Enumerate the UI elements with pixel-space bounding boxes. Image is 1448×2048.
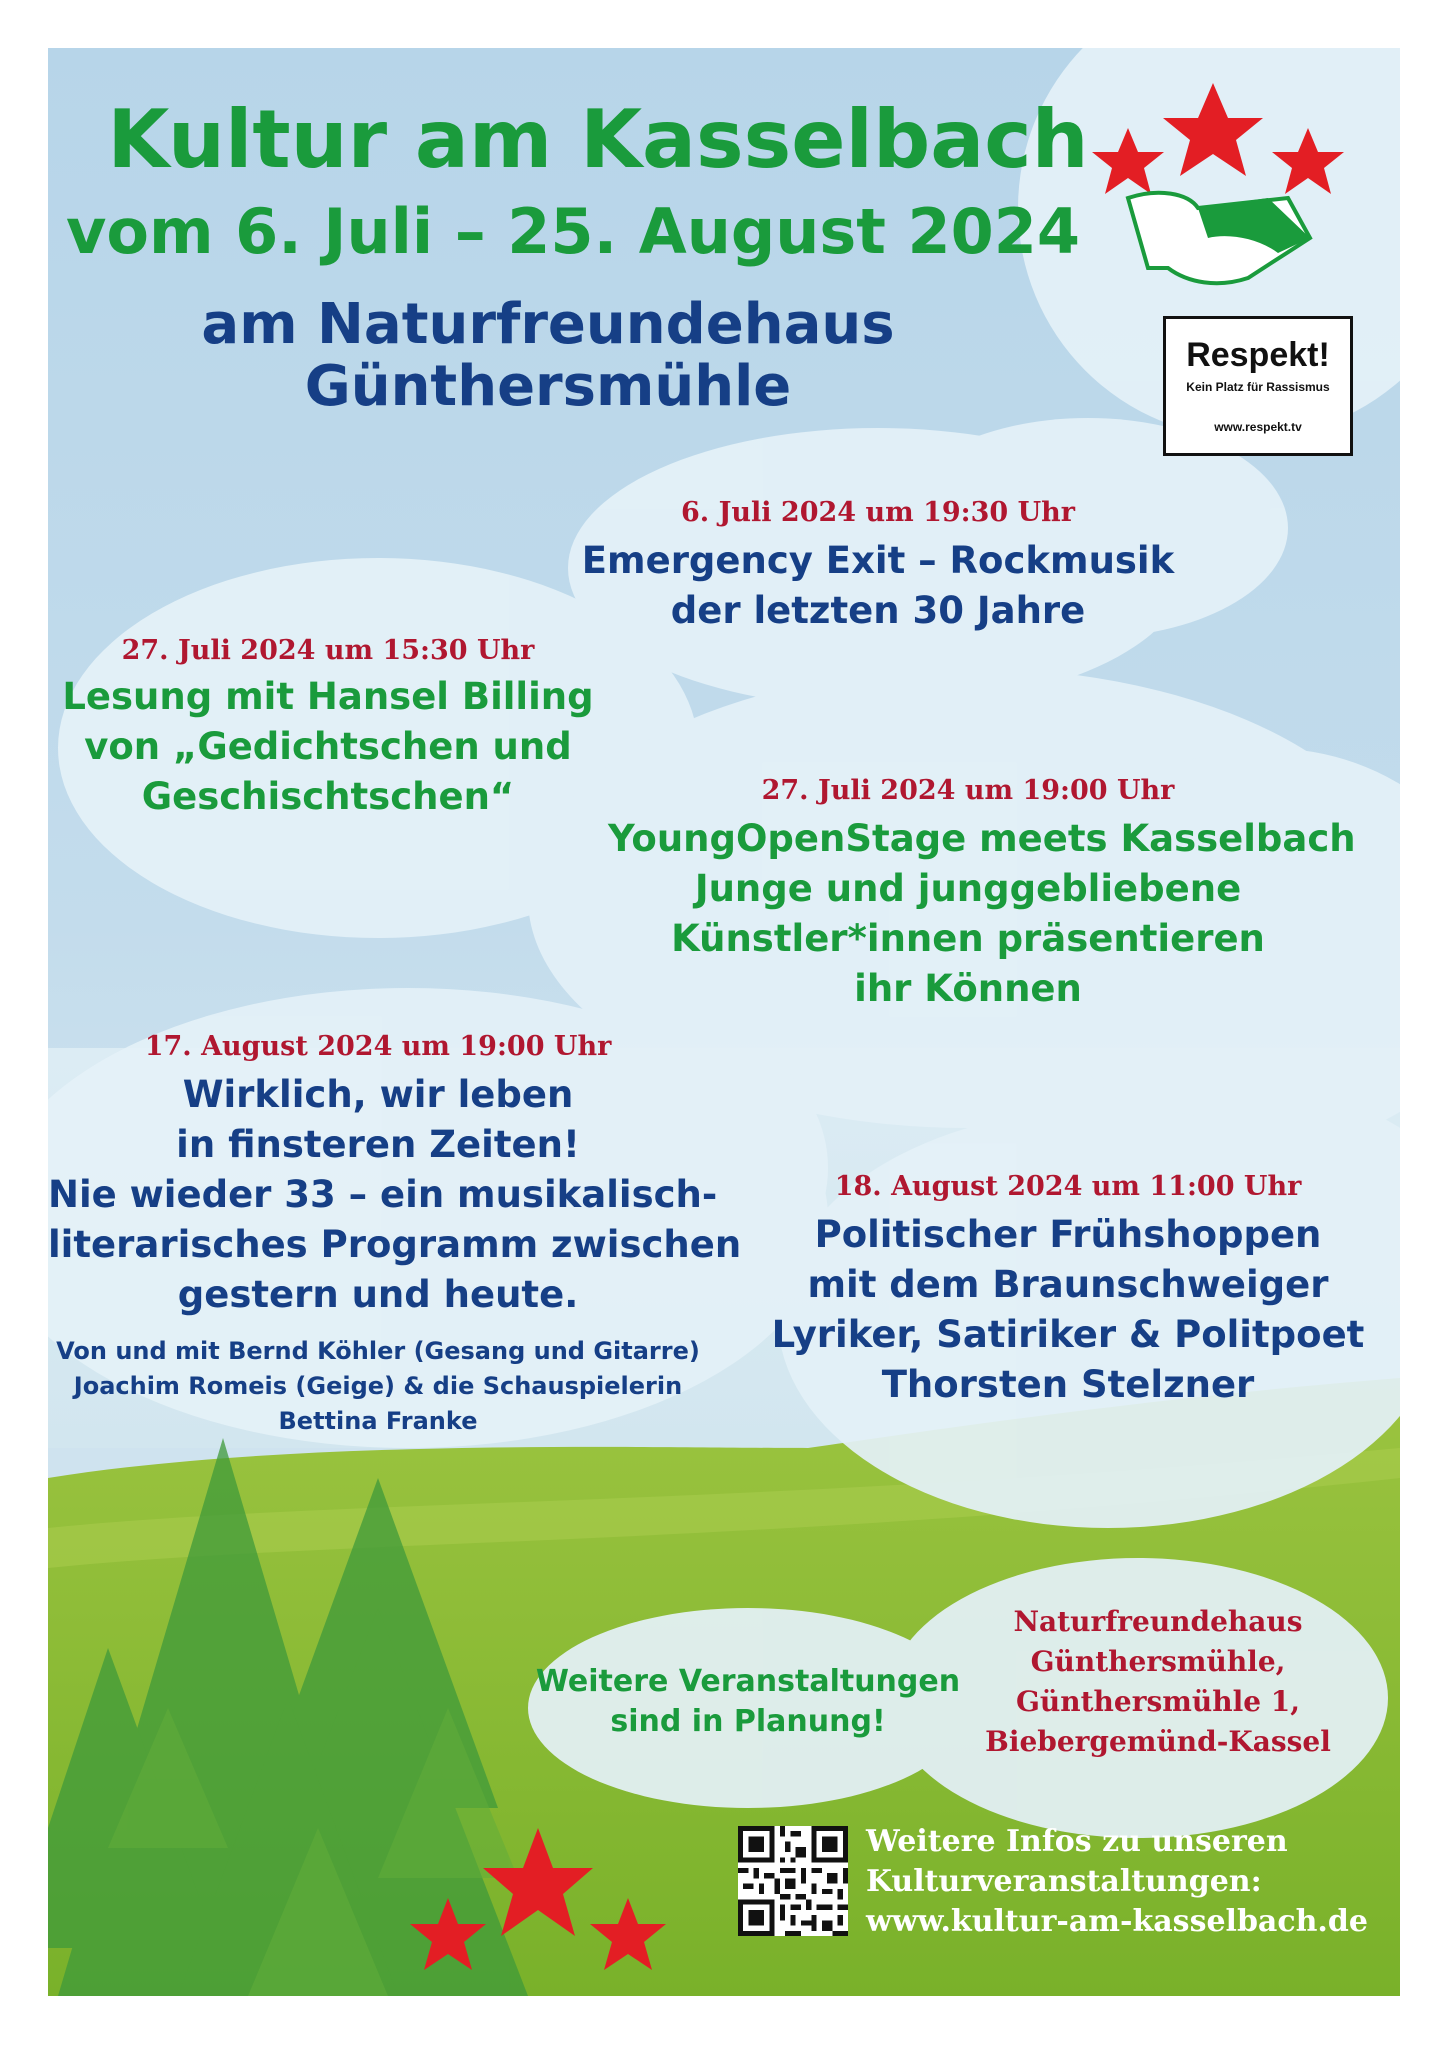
event-date: 27. Juli 2024 um 19:00 Uhr: [761, 775, 1175, 806]
event-line: YoungOpenStage meets Kasselbach: [608, 817, 1356, 860]
event-line: der letzten 30 Jahre: [670, 589, 1086, 632]
date-range: vom 6. Juli – 25. August 2024: [65, 195, 1081, 268]
address-line: Günthersmühle 1,: [1015, 1685, 1301, 1718]
event-credits: Joachim Romeis (Geige) & die Schauspielerin: [73, 1372, 683, 1400]
website-link[interactable]: www.kultur-am-kasselbach.de: [866, 1904, 1368, 1939]
event-date: 18. August 2024 um 11:00 Uhr: [834, 1171, 1302, 1202]
event-line: in finsteren Zeiten!: [176, 1123, 580, 1166]
venue-line-2: Günthersmühle: [304, 354, 792, 419]
address-line: Günthersmühle,: [1030, 1645, 1286, 1678]
respekt-url: www.respekt.tv: [1214, 420, 1302, 434]
venue-line-1: am Naturfreundehaus: [201, 292, 895, 357]
event-date: 17. August 2024 um 19:00 Uhr: [144, 1031, 612, 1062]
event-line: mit dem Braunschweiger: [807, 1263, 1329, 1306]
event-line: Politischer Frühshoppen: [814, 1213, 1322, 1256]
event-line: literarisches Programm zwischen: [48, 1223, 742, 1266]
event-line: gestern und heute.: [177, 1273, 579, 1316]
info-line: Kulturveranstaltungen:: [866, 1864, 1262, 1899]
planning-line: sind in Planung!: [610, 1704, 886, 1739]
event-line: Emergency Exit – Rockmusik: [581, 539, 1175, 582]
info-block: [866, 1822, 1368, 1942]
respekt-tagline: Kein Platz für Rassismus: [1186, 380, 1330, 394]
event-line: Junge und junggebliebene: [694, 867, 1242, 910]
respekt-title: Respekt!: [1186, 336, 1330, 374]
event-date: 6. Juli 2024 um 19:30 Uhr: [681, 497, 1075, 528]
event-line: Geschischtschen“: [141, 775, 515, 818]
event-credits: Bettina Franke: [278, 1407, 478, 1435]
event-date: 27. Juli 2024 um 15:30 Uhr: [121, 635, 535, 666]
event-line: Nie wieder 33 – ein musikalisch-: [48, 1173, 718, 1216]
event-line: Thorsten Stelzner: [881, 1363, 1255, 1406]
planning-line: Weitere Veranstaltungen: [535, 1664, 961, 1699]
event-credits: Von und mit Bernd Köhler (Gesang und Gitarre): [56, 1337, 700, 1365]
address-line: Biebergemünd-Kassel: [985, 1725, 1331, 1758]
event-line: Lesung mit Hansel Billing: [62, 675, 594, 718]
page-title: Kultur am Kasselbach: [107, 93, 1089, 186]
event-line: von „Gedichtschen und: [84, 725, 572, 768]
qr-code-icon[interactable]: [738, 1826, 848, 1936]
event-line: Künstler*innen präsentieren: [671, 917, 1265, 960]
respekt-badge: [1163, 316, 1353, 456]
info-line: Weitere Infos zu unseren: [866, 1824, 1288, 1859]
event-line: Lyriker, Satiriker & Politpoet: [771, 1313, 1365, 1356]
event-line: Wirklich, wir leben: [182, 1073, 574, 1116]
poster: [48, 48, 1400, 1996]
address-line: Naturfreundehaus: [1013, 1605, 1303, 1638]
event-line: ihr Können: [854, 967, 1082, 1010]
